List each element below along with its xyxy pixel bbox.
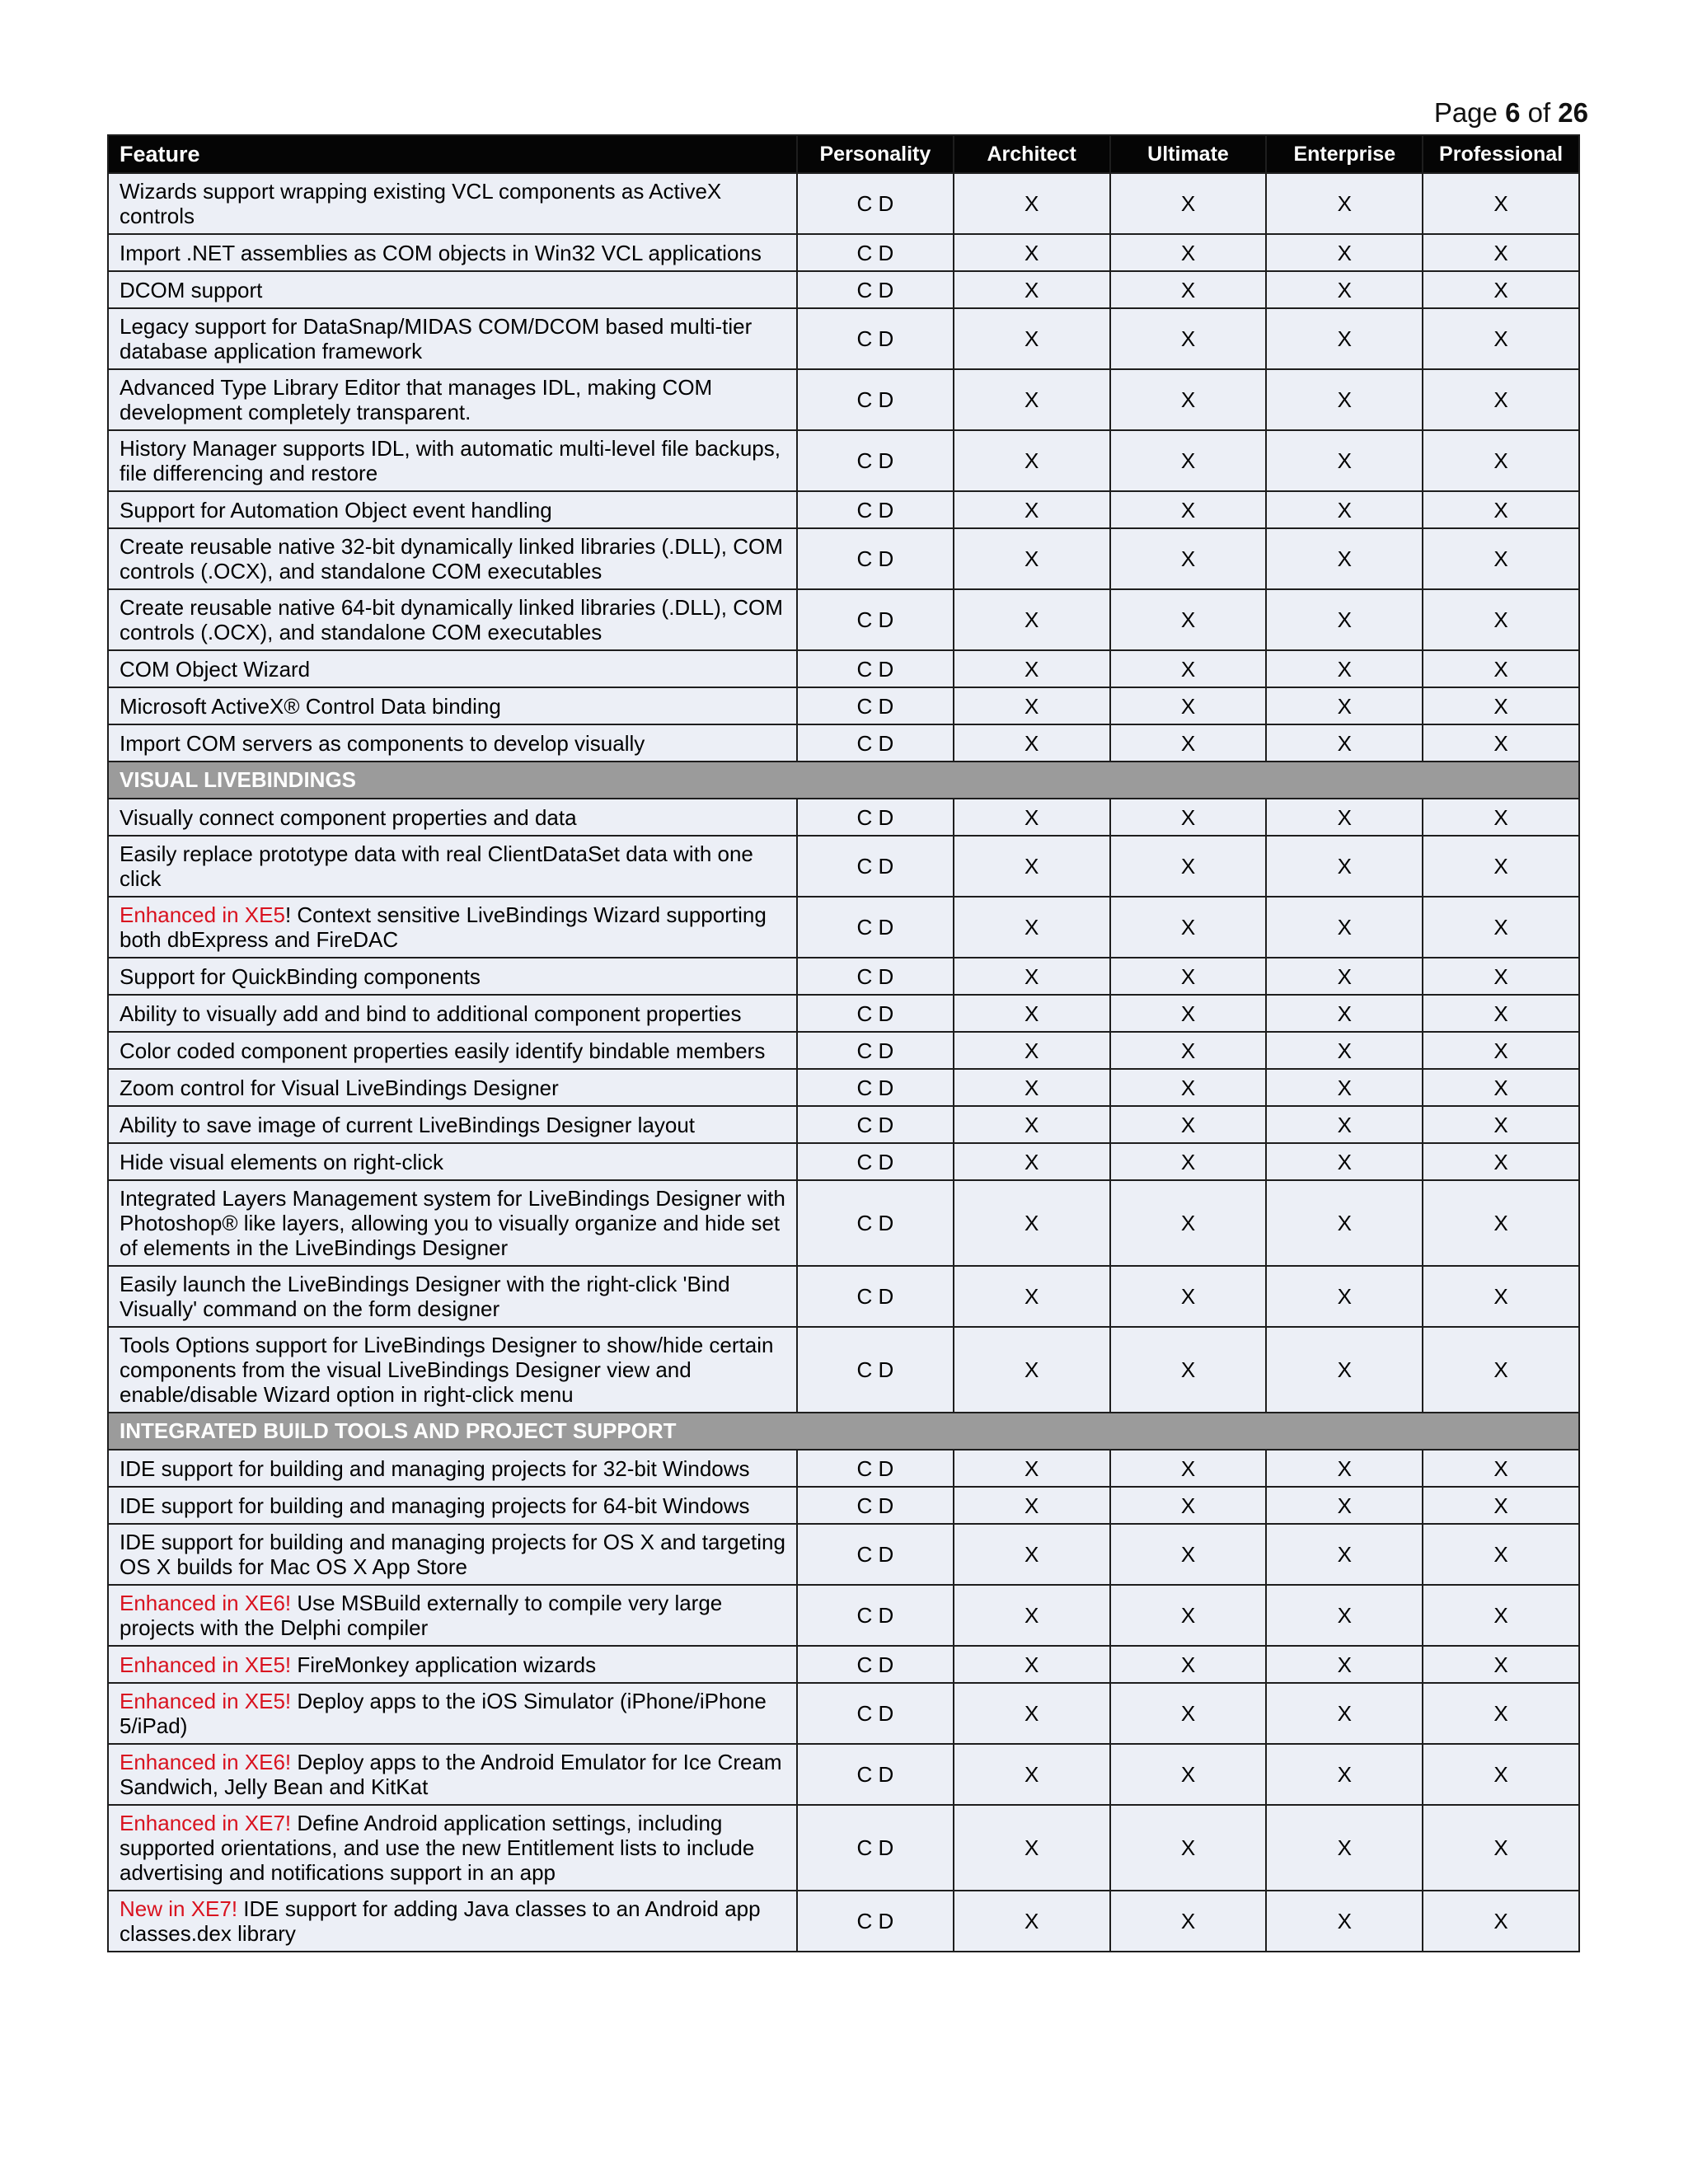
- value-cell-architect: X: [954, 308, 1110, 369]
- value-cell-architect: X: [954, 491, 1110, 528]
- value-cell-personality: C D: [797, 1106, 954, 1143]
- feature-text: IDE support for building and managing projects for 64-bit Windows: [120, 1493, 750, 1518]
- value-cell-personality: C D: [797, 369, 954, 430]
- value-cell-ultimate: X: [1110, 234, 1267, 271]
- value-cell-architect: X: [954, 1143, 1110, 1180]
- table-row: [108, 724, 1579, 762]
- value-cell-professional: X: [1423, 589, 1579, 650]
- table-row: [108, 430, 1579, 491]
- value-cell-ultimate: X: [1110, 1180, 1267, 1266]
- value-cell-professional: X: [1423, 528, 1579, 589]
- table-row: [108, 1524, 1579, 1585]
- value-cell-personality: C D: [797, 836, 954, 897]
- table-row: [108, 836, 1579, 897]
- value-cell-ultimate: X: [1110, 1683, 1267, 1744]
- value-cell-personality: C D: [797, 1646, 954, 1683]
- header-feature: Feature: [108, 135, 797, 173]
- value-cell-architect: X: [954, 369, 1110, 430]
- feature-cell: [108, 234, 797, 271]
- value-cell-ultimate: X: [1110, 836, 1267, 897]
- feature-text: Zoom control for Visual LiveBindings Designer: [120, 1075, 559, 1100]
- value-cell-personality: C D: [797, 995, 954, 1032]
- value-cell-architect: X: [954, 1487, 1110, 1524]
- value-cell-professional: X: [1423, 1487, 1579, 1524]
- feature-cell: [108, 173, 797, 234]
- value-cell-ultimate: X: [1110, 271, 1267, 308]
- value-cell-enterprise: X: [1266, 1266, 1423, 1327]
- value-cell-personality: C D: [797, 271, 954, 308]
- value-cell-ultimate: X: [1110, 491, 1267, 528]
- table-row: [108, 369, 1579, 430]
- feature-cell: [108, 799, 797, 836]
- value-cell-professional: X: [1423, 1524, 1579, 1585]
- value-cell-professional: X: [1423, 1143, 1579, 1180]
- value-cell-enterprise: X: [1266, 528, 1423, 589]
- release-highlight: Enhanced in XE5!: [120, 1689, 292, 1713]
- feature-text: Advanced Type Library Editor that manages IDL, making COM development completely transparent.: [120, 375, 713, 424]
- table-row: [108, 897, 1579, 958]
- value-cell-enterprise: X: [1266, 687, 1423, 724]
- table-row: [108, 1683, 1579, 1744]
- value-cell-enterprise: X: [1266, 491, 1423, 528]
- feature-text: Ability to save image of current LiveBindings Designer layout: [120, 1112, 696, 1137]
- value-cell-enterprise: X: [1266, 271, 1423, 308]
- value-cell-professional: X: [1423, 799, 1579, 836]
- feature-text: Import COM servers as components to develop visually: [120, 730, 645, 756]
- value-cell-personality: C D: [797, 589, 954, 650]
- value-cell-architect: X: [954, 958, 1110, 995]
- value-cell-enterprise: X: [1266, 1891, 1423, 1952]
- table-row: [108, 687, 1579, 724]
- value-cell-professional: X: [1423, 1683, 1579, 1744]
- feature-cell: [108, 271, 797, 308]
- feature-text: Use MSBuild externally to compile very large projects with the Delphi compiler: [120, 1591, 723, 1640]
- value-cell-architect: X: [954, 1646, 1110, 1683]
- value-cell-ultimate: X: [1110, 1805, 1267, 1891]
- table-row: [108, 1744, 1579, 1805]
- feature-cell: [108, 1683, 797, 1744]
- value-cell-personality: C D: [797, 173, 954, 234]
- value-cell-professional: X: [1423, 1327, 1579, 1413]
- table-row: [108, 271, 1579, 308]
- value-cell-enterprise: X: [1266, 234, 1423, 271]
- value-cell-personality: C D: [797, 1450, 954, 1487]
- table-row: [108, 1180, 1579, 1266]
- value-cell-personality: C D: [797, 1524, 954, 1585]
- value-cell-professional: X: [1423, 724, 1579, 762]
- value-cell-ultimate: X: [1110, 308, 1267, 369]
- feature-text: ! Context sensitive LiveBindings Wizard supporting both dbExpress and FireDAC: [120, 902, 767, 952]
- feature-cell: [108, 1585, 797, 1646]
- header-row: [108, 135, 1579, 173]
- value-cell-professional: X: [1423, 1069, 1579, 1106]
- value-cell-personality: C D: [797, 1032, 954, 1069]
- value-cell-personality: C D: [797, 687, 954, 724]
- table-row: [108, 1805, 1579, 1891]
- value-cell-personality: C D: [797, 430, 954, 491]
- feature-cell: [108, 1805, 797, 1891]
- page-of: of: [1520, 97, 1559, 128]
- value-cell-personality: C D: [797, 1585, 954, 1646]
- value-cell-personality: C D: [797, 1143, 954, 1180]
- value-cell-enterprise: X: [1266, 1487, 1423, 1524]
- value-cell-enterprise: X: [1266, 1585, 1423, 1646]
- value-cell-personality: C D: [797, 1744, 954, 1805]
- table-row: [108, 799, 1579, 836]
- table-row: [108, 1266, 1579, 1327]
- value-cell-ultimate: X: [1110, 1450, 1267, 1487]
- value-cell-enterprise: X: [1266, 1744, 1423, 1805]
- value-cell-architect: X: [954, 995, 1110, 1032]
- table-row: [108, 1585, 1579, 1646]
- feature-cell: [108, 1180, 797, 1266]
- value-cell-enterprise: X: [1266, 589, 1423, 650]
- feature-text: Wizards support wrapping existing VCL components as ActiveX controls: [120, 179, 722, 228]
- feature-cell: [108, 650, 797, 687]
- value-cell-professional: X: [1423, 271, 1579, 308]
- value-cell-enterprise: X: [1266, 958, 1423, 995]
- feature-cell: [108, 1143, 797, 1180]
- value-cell-enterprise: X: [1266, 1450, 1423, 1487]
- value-cell-ultimate: X: [1110, 650, 1267, 687]
- value-cell-personality: C D: [797, 308, 954, 369]
- feature-cell: [108, 1327, 797, 1413]
- value-cell-personality: C D: [797, 1891, 954, 1952]
- feature-text: COM Object Wizard: [120, 656, 311, 682]
- value-cell-ultimate: X: [1110, 995, 1267, 1032]
- value-cell-professional: X: [1423, 1744, 1579, 1805]
- feature-cell: [108, 1032, 797, 1069]
- value-cell-architect: X: [954, 1069, 1110, 1106]
- feature-cell: [108, 369, 797, 430]
- feature-text: Legacy support for DataSnap/MIDAS COM/DCOM based multi-tier database application framework: [120, 314, 753, 363]
- value-cell-professional: X: [1423, 650, 1579, 687]
- value-cell-enterprise: X: [1266, 1143, 1423, 1180]
- value-cell-enterprise: X: [1266, 308, 1423, 369]
- feature-text: History Manager supports IDL, with automatic multi-level file backups, file differencing and restore: [120, 436, 781, 485]
- value-cell-enterprise: X: [1266, 1805, 1423, 1891]
- value-cell-enterprise: X: [1266, 369, 1423, 430]
- value-cell-architect: X: [954, 724, 1110, 762]
- feature-cell: [108, 897, 797, 958]
- value-cell-ultimate: X: [1110, 799, 1267, 836]
- feature-text: FireMonkey application wizards: [291, 1652, 597, 1677]
- feature-cell: [108, 995, 797, 1032]
- header-ultimate: Ultimate: [1110, 135, 1267, 173]
- feature-text: Define Android application settings, including supported orientations, and use the new Entitlement lists to include advertising and notifications support in an app: [120, 1811, 755, 1885]
- feature-cell: [108, 724, 797, 762]
- value-cell-ultimate: X: [1110, 1646, 1267, 1683]
- value-cell-enterprise: X: [1266, 724, 1423, 762]
- value-cell-ultimate: X: [1110, 1524, 1267, 1585]
- value-cell-ultimate: X: [1110, 897, 1267, 958]
- value-cell-ultimate: X: [1110, 1487, 1267, 1524]
- value-cell-personality: C D: [797, 724, 954, 762]
- value-cell-architect: X: [954, 1327, 1110, 1413]
- feature-cell: [108, 1450, 797, 1487]
- feature-text: Visually connect component properties and data: [120, 804, 577, 830]
- value-cell-enterprise: X: [1266, 1180, 1423, 1266]
- feature-text: Import .NET assemblies as COM objects in Win32 VCL applications: [120, 240, 762, 265]
- value-cell-ultimate: X: [1110, 1327, 1267, 1413]
- value-cell-professional: X: [1423, 1450, 1579, 1487]
- header-architect: Architect: [954, 135, 1110, 173]
- value-cell-ultimate: X: [1110, 1585, 1267, 1646]
- value-cell-professional: X: [1423, 369, 1579, 430]
- value-cell-architect: X: [954, 1744, 1110, 1805]
- value-cell-enterprise: X: [1266, 430, 1423, 491]
- value-cell-architect: X: [954, 1805, 1110, 1891]
- feature-text: Easily launch the LiveBindings Designer with the right-click 'Bind Visually' command on the form designer: [120, 1272, 730, 1321]
- value-cell-ultimate: X: [1110, 1891, 1267, 1952]
- value-cell-personality: C D: [797, 1069, 954, 1106]
- feature-text: Easily replace prototype data with real ClientDataSet data with one click: [120, 841, 753, 891]
- value-cell-architect: X: [954, 1585, 1110, 1646]
- feature-cell: [108, 528, 797, 589]
- value-cell-architect: X: [954, 836, 1110, 897]
- value-cell-professional: X: [1423, 1585, 1579, 1646]
- feature-text: IDE support for building and managing projects for OS X and targeting OS X builds for Mac OS X App Store: [120, 1530, 785, 1579]
- section-header-row: [108, 762, 1579, 799]
- value-cell-personality: C D: [797, 650, 954, 687]
- table-row: [108, 650, 1579, 687]
- value-cell-ultimate: X: [1110, 1106, 1267, 1143]
- page-total: 26: [1558, 97, 1588, 128]
- feature-cell: [108, 1106, 797, 1143]
- feature-cell: [108, 1646, 797, 1683]
- feature-text: Support for Automation Object event handling: [120, 497, 552, 523]
- value-cell-professional: X: [1423, 491, 1579, 528]
- value-cell-professional: X: [1423, 308, 1579, 369]
- feature-cell: [108, 589, 797, 650]
- release-highlight: Enhanced in XE6!: [120, 1750, 292, 1774]
- value-cell-enterprise: X: [1266, 897, 1423, 958]
- value-cell-enterprise: X: [1266, 1032, 1423, 1069]
- value-cell-enterprise: X: [1266, 1327, 1423, 1413]
- table-row: [108, 491, 1579, 528]
- value-cell-ultimate: X: [1110, 1032, 1267, 1069]
- feature-text: DCOM support: [120, 277, 263, 302]
- value-cell-personality: C D: [797, 1266, 954, 1327]
- value-cell-ultimate: X: [1110, 1744, 1267, 1805]
- value-cell-enterprise: X: [1266, 995, 1423, 1032]
- release-highlight: Enhanced in XE7!: [120, 1811, 292, 1835]
- feature-cell: [108, 1266, 797, 1327]
- value-cell-architect: X: [954, 1891, 1110, 1952]
- value-cell-professional: X: [1423, 995, 1579, 1032]
- value-cell-professional: X: [1423, 958, 1579, 995]
- feature-cell: [108, 836, 797, 897]
- release-highlight: Enhanced in XE5!: [120, 1652, 292, 1677]
- value-cell-enterprise: X: [1266, 836, 1423, 897]
- feature-cell: [108, 1524, 797, 1585]
- value-cell-enterprise: X: [1266, 799, 1423, 836]
- feature-text: Tools Options support for LiveBindings Designer to show/hide certain components from the visual LiveBindings Designer view and enable/disable Wizard option in right-click menu: [120, 1333, 774, 1407]
- feature-text: Create reusable native 32-bit dynamically linked libraries (.DLL), COM controls (.OCX), and standalone COM executables: [120, 534, 783, 583]
- value-cell-ultimate: X: [1110, 687, 1267, 724]
- value-cell-personality: C D: [797, 1805, 954, 1891]
- table-row: [108, 1032, 1579, 1069]
- table-row: [108, 1450, 1579, 1487]
- value-cell-enterprise: X: [1266, 1683, 1423, 1744]
- table-row: [108, 1069, 1579, 1106]
- value-cell-architect: X: [954, 1683, 1110, 1744]
- feature-text: Microsoft ActiveX® Control Data binding: [120, 693, 501, 719]
- table-row: [108, 1143, 1579, 1180]
- value-cell-ultimate: X: [1110, 1266, 1267, 1327]
- table-row: [108, 234, 1579, 271]
- feature-cell: [108, 430, 797, 491]
- value-cell-architect: X: [954, 1524, 1110, 1585]
- feature-text: Integrated Layers Management system for LiveBindings Designer with Photoshop® like layers, allowing you to visually organize and hide set of elements in the LiveBindings Designer: [120, 1186, 785, 1260]
- value-cell-personality: C D: [797, 799, 954, 836]
- header-personality: Personality: [797, 135, 954, 173]
- value-cell-personality: C D: [797, 1487, 954, 1524]
- table-row: [108, 173, 1579, 234]
- table-row: [108, 1891, 1579, 1952]
- value-cell-enterprise: X: [1266, 1106, 1423, 1143]
- value-cell-architect: X: [954, 173, 1110, 234]
- table-row: [108, 308, 1579, 369]
- value-cell-architect: X: [954, 589, 1110, 650]
- section-header-row: [108, 1413, 1579, 1450]
- feature-text: Create reusable native 64-bit dynamically linked libraries (.DLL), COM controls (.OCX), and standalone COM executables: [120, 595, 783, 644]
- feature-cell: [108, 1069, 797, 1106]
- section-title: INTEGRATED BUILD TOOLS AND PROJECT SUPPORT: [108, 1413, 1579, 1450]
- feature-cell: [108, 687, 797, 724]
- value-cell-architect: X: [954, 1106, 1110, 1143]
- value-cell-ultimate: X: [1110, 958, 1267, 995]
- value-cell-architect: X: [954, 687, 1110, 724]
- value-cell-personality: C D: [797, 491, 954, 528]
- feature-cell: [108, 308, 797, 369]
- table-row: [108, 995, 1579, 1032]
- value-cell-professional: X: [1423, 1891, 1579, 1952]
- feature-text: Deploy apps to the Android Emulator for Ice Cream Sandwich, Jelly Bean and KitKat: [120, 1750, 782, 1799]
- table-row: [108, 1106, 1579, 1143]
- table-row: [108, 958, 1579, 995]
- value-cell-professional: X: [1423, 1180, 1579, 1266]
- release-highlight: Enhanced in XE5: [120, 902, 285, 927]
- feature-cell: [108, 1487, 797, 1524]
- value-cell-ultimate: X: [1110, 528, 1267, 589]
- value-cell-architect: X: [954, 430, 1110, 491]
- value-cell-architect: X: [954, 1032, 1110, 1069]
- value-cell-architect: X: [954, 1266, 1110, 1327]
- value-cell-enterprise: X: [1266, 1646, 1423, 1683]
- header-enterprise: Enterprise: [1266, 135, 1423, 173]
- value-cell-enterprise: X: [1266, 650, 1423, 687]
- value-cell-professional: X: [1423, 836, 1579, 897]
- value-cell-architect: X: [954, 1180, 1110, 1266]
- release-highlight: New in XE7!: [120, 1896, 238, 1921]
- table-row: [108, 1646, 1579, 1683]
- value-cell-architect: X: [954, 1450, 1110, 1487]
- value-cell-ultimate: X: [1110, 1069, 1267, 1106]
- feature-cell: [108, 958, 797, 995]
- table-row: [108, 589, 1579, 650]
- feature-text: Ability to visually add and bind to additional component properties: [120, 1001, 742, 1026]
- value-cell-professional: X: [1423, 173, 1579, 234]
- value-cell-enterprise: X: [1266, 1069, 1423, 1106]
- value-cell-professional: X: [1423, 1106, 1579, 1143]
- feature-text: Color coded component properties easily identify bindable members: [120, 1038, 766, 1063]
- value-cell-personality: C D: [797, 897, 954, 958]
- feature-cell: [108, 491, 797, 528]
- value-cell-ultimate: X: [1110, 369, 1267, 430]
- value-cell-personality: C D: [797, 1180, 954, 1266]
- value-cell-ultimate: X: [1110, 173, 1267, 234]
- value-cell-ultimate: X: [1110, 430, 1267, 491]
- page-prefix: Page: [1433, 97, 1506, 128]
- value-cell-professional: X: [1423, 1805, 1579, 1891]
- feature-text: Hide visual elements on right-click: [120, 1149, 444, 1174]
- value-cell-personality: C D: [797, 528, 954, 589]
- value-cell-architect: X: [954, 234, 1110, 271]
- section-title: VISUAL LIVEBINDINGS: [108, 762, 1579, 799]
- value-cell-ultimate: X: [1110, 724, 1267, 762]
- value-cell-professional: X: [1423, 430, 1579, 491]
- feature-cell: [108, 1744, 797, 1805]
- table-row: [108, 1487, 1579, 1524]
- page-number: [1434, 97, 1588, 129]
- value-cell-professional: X: [1423, 234, 1579, 271]
- feature-text: Support for QuickBinding components: [120, 963, 481, 989]
- value-cell-personality: C D: [797, 1683, 954, 1744]
- value-cell-architect: X: [954, 271, 1110, 308]
- value-cell-professional: X: [1423, 687, 1579, 724]
- value-cell-personality: C D: [797, 1327, 954, 1413]
- feature-text: Deploy apps to the iOS Simulator (iPhone/iPhone 5/iPad): [120, 1689, 767, 1738]
- value-cell-ultimate: X: [1110, 589, 1267, 650]
- release-highlight: Enhanced in XE6!: [120, 1591, 292, 1615]
- value-cell-architect: X: [954, 528, 1110, 589]
- table-row: [108, 528, 1579, 589]
- value-cell-enterprise: X: [1266, 173, 1423, 234]
- feature-cell: [108, 1891, 797, 1952]
- feature-matrix-table: [107, 134, 1580, 1952]
- table-row: [108, 1327, 1579, 1413]
- value-cell-architect: X: [954, 897, 1110, 958]
- value-cell-architect: X: [954, 650, 1110, 687]
- value-cell-professional: X: [1423, 897, 1579, 958]
- feature-text: IDE support for adding Java classes to an Android app classes.dex library: [120, 1896, 761, 1946]
- matrix-body: [108, 173, 1579, 1952]
- feature-text: IDE support for building and managing projects for 32-bit Windows: [120, 1455, 750, 1481]
- value-cell-architect: X: [954, 799, 1110, 836]
- value-cell-ultimate: X: [1110, 1143, 1267, 1180]
- value-cell-professional: X: [1423, 1032, 1579, 1069]
- value-cell-personality: C D: [797, 958, 954, 995]
- page-current: 6: [1505, 97, 1521, 128]
- header-professional: Professional: [1423, 135, 1579, 173]
- value-cell-enterprise: X: [1266, 1524, 1423, 1585]
- value-cell-professional: X: [1423, 1266, 1579, 1327]
- value-cell-personality: C D: [797, 234, 954, 271]
- value-cell-professional: X: [1423, 1646, 1579, 1683]
